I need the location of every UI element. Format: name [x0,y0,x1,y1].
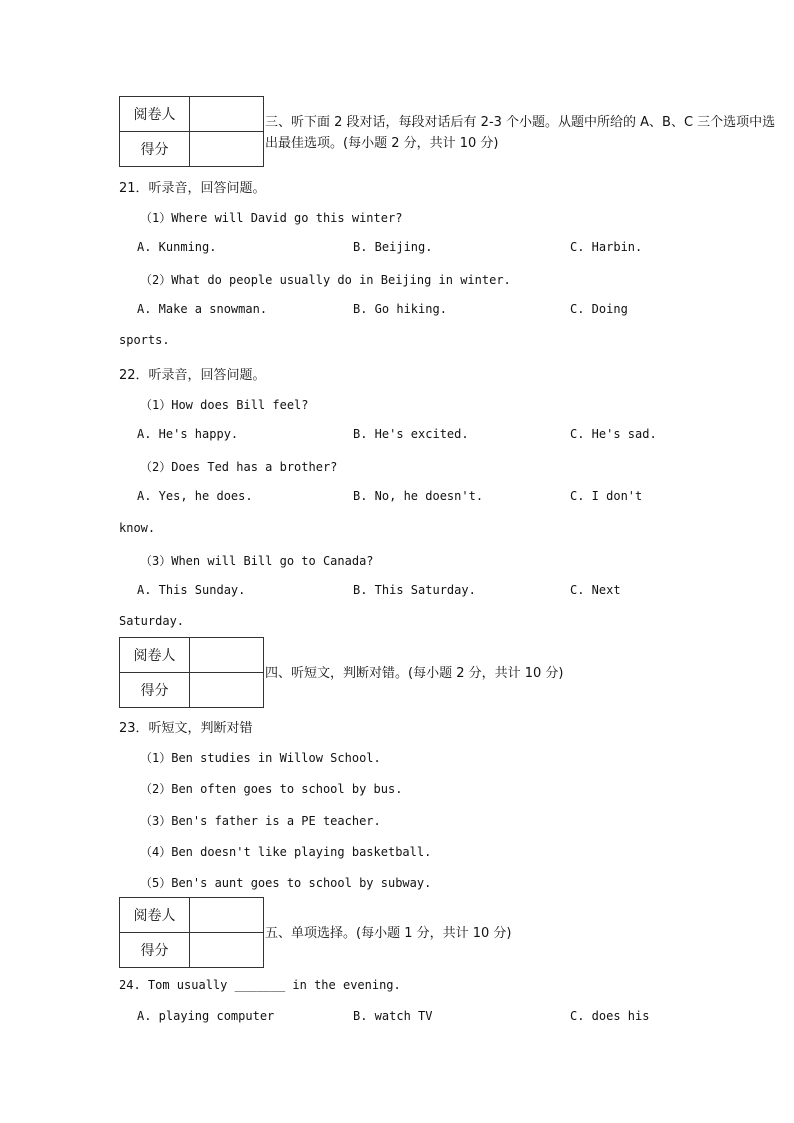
reviewer-cell[interactable] [190,898,264,933]
q22-sub3: （3）When will Bill go to Canada? [140,554,374,568]
q23-statement-1: （1）Ben studies in Willow School. [140,751,381,765]
q21-sub1: （1）Where will David go this winter? [140,211,403,225]
q22-sub2-option-b[interactable]: B. No, he doesn't. [353,489,484,503]
q22-sub1: （1）How does Bill feel? [140,398,309,412]
score-cell[interactable] [190,933,264,968]
reviewer-label: 阅卷人 [120,97,190,132]
score-cell[interactable] [190,673,264,708]
score-label: 得分 [120,673,190,708]
reviewer-cell[interactable] [190,638,264,673]
q22-sub1-option-c[interactable]: C. He's sad. [570,427,657,441]
q21-sub2-option-c[interactable]: C. Doing [570,302,628,316]
q22-sub3-option-a[interactable]: A. This Sunday. [137,583,246,597]
q23-statement-4: （4）Ben doesn't like playing basketball. [140,845,432,859]
question-24-head: 24. Tom usually _______ in the evening. [119,978,401,992]
question-23-head: 23．听短文，判断对错 [119,721,253,736]
question-22-head: 22．听录音，回答问题。 [119,368,266,383]
reviewer-cell[interactable] [190,97,264,132]
q21-sub2-option-a[interactable]: A. Make a snowman. [137,302,268,316]
section-3-title-line1: 三、听下面 2 段对话，每段对话后有 2-3 个小题。从题中所给的 A、B、C 三个选项中选 [265,115,776,130]
q21-sub2-option-c-cont: sports. [119,333,170,347]
score-label: 得分 [120,933,190,968]
q22-sub2-option-c-cont: know. [119,521,156,535]
reviewer-label: 阅卷人 [120,638,190,673]
q23-statement-2: （2）Ben often goes to school by bus. [140,782,403,796]
q22-sub2: （2）Does Ted has a brother? [140,460,338,474]
section-3-title-line2: 出最佳选项。(每小题 2 分，共计 10 分) [265,136,499,151]
q22-sub3-option-c[interactable]: C. Next [570,583,621,597]
q22-sub2-option-c[interactable]: C. I don't [570,489,643,503]
reviewer-label: 阅卷人 [120,898,190,933]
section-4-title: 四、听短文，判断对错。(每小题 2 分，共计 10 分) [265,666,564,681]
q22-sub3-option-b[interactable]: B. This Saturday. [353,583,476,597]
q21-sub1-option-a[interactable]: A. Kunming. [137,240,217,254]
q21-sub2: （2）What do people usually do in Beijing in winter. [140,273,511,287]
q24-option-b[interactable]: B. watch TV [353,1009,433,1023]
score-label: 得分 [120,132,190,167]
score-box-section-3 [119,96,264,167]
section-3-title [265,112,793,154]
q23-statement-5: （5）Ben's aunt goes to school by subway. [140,876,432,890]
q21-sub1-option-c[interactable]: C. Harbin. [570,240,643,254]
question-21-head: 21．听录音，回答问题。 [119,181,266,196]
q21-sub2-option-b[interactable]: B. Go hiking. [353,302,447,316]
q24-option-a[interactable]: A. playing computer [137,1009,275,1023]
q22-sub3-option-c-cont: Saturday. [119,614,185,628]
q22-sub1-option-a[interactable]: A. He's happy. [137,427,239,441]
section-5-title: 五、单项选择。(每小题 1 分，共计 10 分) [265,926,512,941]
score-cell[interactable] [190,132,264,167]
q22-sub2-option-a[interactable]: A. Yes, he does. [137,489,253,503]
q23-statement-3: （3）Ben's father is a PE teacher. [140,814,381,828]
q24-option-c[interactable]: C. does his [570,1009,650,1023]
score-box-section-4 [119,637,264,708]
q22-sub1-option-b[interactable]: B. He's excited. [353,427,469,441]
q21-sub1-option-b[interactable]: B. Beijing. [353,240,433,254]
score-box-section-5 [119,897,264,968]
